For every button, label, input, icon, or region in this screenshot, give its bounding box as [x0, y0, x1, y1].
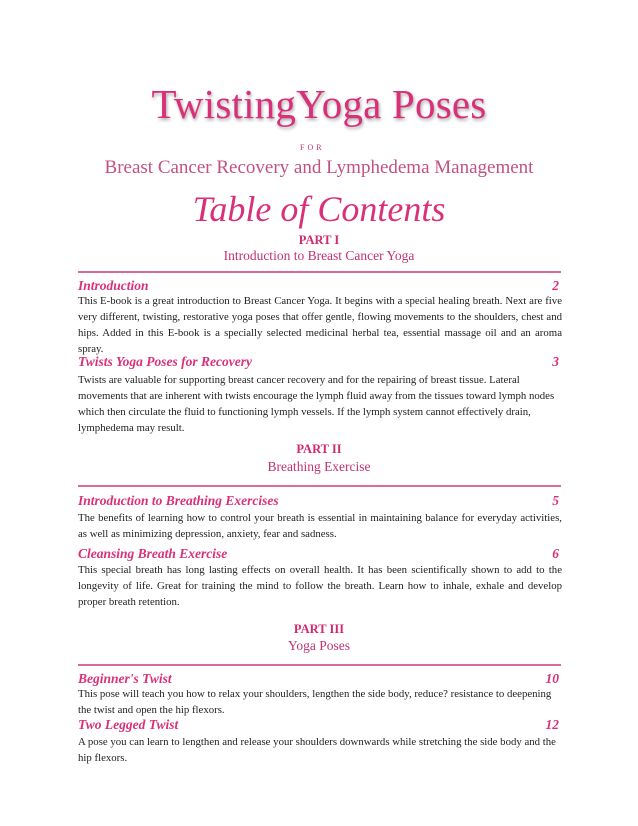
- part-1-name: Introduction to Breast Cancer Yoga: [223, 248, 415, 263]
- entry-page: 10: [545, 671, 559, 686]
- toc-heading: Table of Contents: [192, 189, 446, 229]
- toc-entry-introduction[interactable]: [78, 278, 561, 294]
- entry-title: Two Legged Twist: [78, 717, 179, 732]
- entry-page: 6: [552, 546, 559, 561]
- entry-title: Introduction to Breathing Exercises: [78, 493, 279, 508]
- entry-page: 3: [552, 354, 559, 369]
- entry-title: Twists Yoga Poses for Recovery: [78, 354, 252, 369]
- for-label: FOR: [300, 143, 325, 152]
- part-3-number: PART III: [293, 622, 345, 636]
- toc-entry-intro-breathing[interactable]: [78, 493, 561, 509]
- divider: [78, 271, 561, 273]
- entry-title: Introduction: [78, 278, 149, 293]
- toc-entry-two-legged-twist[interactable]: [78, 717, 561, 733]
- toc-entry-cleansing-breath[interactable]: [78, 546, 561, 562]
- entry-description: A pose you can learn to lengthen and release your shoulders downwards while stretching the side body and the hip flexors.: [78, 736, 556, 764]
- entry-page: 12: [545, 717, 559, 732]
- entry-page: 5: [552, 493, 559, 508]
- document-subtitle: Breast Cancer Recovery and Lymphedema Management: [104, 157, 534, 178]
- part-2-name: Breathing Exercise: [267, 459, 371, 474]
- toc-entry-beginners-twist[interactable]: [78, 671, 561, 687]
- toc-entry-twists-yoga-poses[interactable]: [78, 354, 561, 370]
- part-1-number: PART I: [298, 233, 340, 247]
- divider: [78, 664, 561, 666]
- entry-description: This special breath has long lasting effects on overall health. It has been scientifically shown to add to the longevity of life. Great for training the mind to follow the breath. Learn how to inhale, exhale and develop proper breath retention.: [78, 564, 562, 608]
- part-3-name: Yoga Poses: [287, 638, 351, 653]
- entry-title: Cleansing Breath Exercise: [78, 546, 228, 561]
- part-2-number: PART II: [296, 442, 342, 456]
- entry-title: Beginner's Twist: [78, 671, 172, 686]
- entry-page: 2: [552, 278, 559, 293]
- entry-description: The benefits of learning how to control your breath is essential in maintaining balance for everyday activities, as well as minimizing depression, anxiety, fear and sadness.: [78, 512, 562, 540]
- document-title: TwistingYoga Poses: [151, 81, 487, 127]
- divider: [78, 485, 561, 487]
- entry-description: This pose will teach you how to relax your shoulders, lengthen the side body, reduce? resistance to deepening the twist and open the hip flexors.: [78, 688, 552, 716]
- entry-description: This E-book is a great introduction to Breast Cancer Yoga. It begins with a special healing breath. Next are five very different, twisting, restorative yoga poses that offer gentle, flowing movements to the shoulders, chest and hips. Added in this E-book is a specially selected medicinal herbal tea, essential massage oil and an aroma spray.: [78, 295, 562, 355]
- entry-description: Twists are valuable for supporting breast cancer recovery and for the repairing of breast tissue. Lateral movements that are inherent with twists encourage the lymph fluid away from the tissues toward lymph nodes which then circulate the fluid to functioning lymph vessels. If the lymph system cannot effectively drain, lymphedema may result.: [78, 374, 555, 434]
